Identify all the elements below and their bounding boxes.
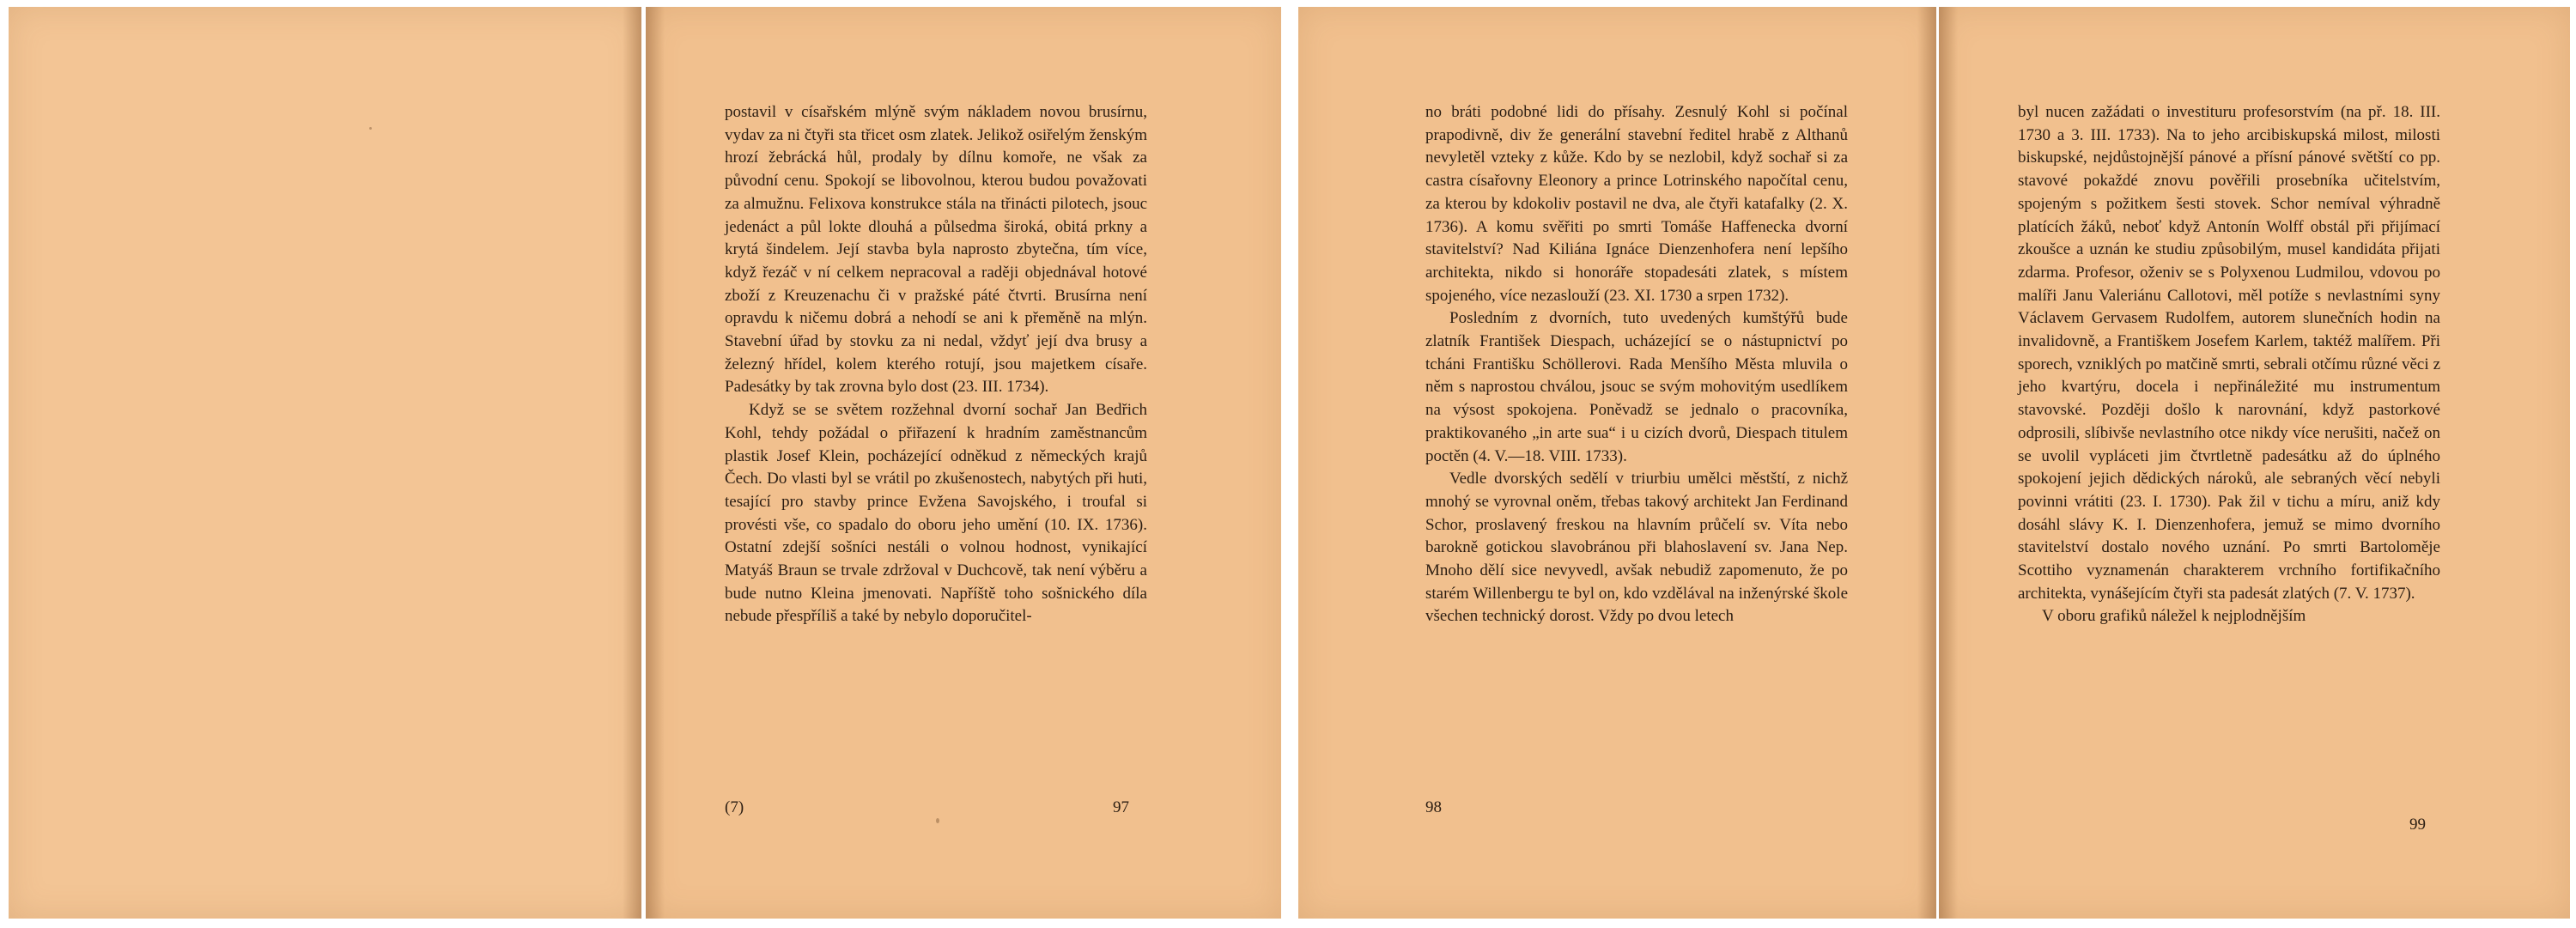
page-number: 97 <box>1113 798 1129 816</box>
paper-speck <box>936 818 939 823</box>
paragraph: Vedle dvorských sedělí v triurbiu umělci městští, z nichž mnohý se vyrovnal oněm, třebas takový architekt Jan Ferdinand Schor, proslavený freskou na hlavním průčelí sv. Víta nebo barokně gotickou slavobránou při blahoslavení sv. Jana Nep. Mnoho dělí sice nevyvedl, avšak nebudiž zapomenuto, že po starém Willenbergu te byl on, kdo vzdělával na inženýrské škole všechen technický dorost. Vždy po dvou letech <box>1425 470 1848 626</box>
paragraph: no bráti podobné lidi do přísahy. Zesnulý Kohl si počínal prapodivně, div že generální stavební ředitel hrabě z Althanů nevyletěl vzteky z kůže. Kdo by se nezlobil, když sochař si za castra císařovny Eleonory a prince Lotrinského napočítal cenu, za kterou by kdokoliv postavil ne dva, ale čtyři katafalky (2. X. 1736). A komu svěřiti po smrti Tomáše Haffenecka dvorní stavitelství? Nad Kiliána Ignáce Dienzenhofera není lepšího architekta, nikdo si honoráře stopadesáti zlatek, s místem spojeného, více nezaslouží (23. XI. 1730 a srpen 1732). <box>1425 103 1848 305</box>
page-number: 98 <box>1425 798 1442 816</box>
folio-signature: (7) <box>725 798 744 816</box>
page-98 <box>1298 7 1936 919</box>
paragraph: Posledním z dvorních, tuto uvedených kumštýřů bude zlatník František Diespach, ucházející se o nástupnictví po tcháni Františku Schöllerovi. Rada Menšího Města mluvila o něm s naprostou chválou, jsouc se svým mohovitým usedlíkem na výsost spokojena. Poněvadž se jednalo o pracovníka, praktikovaného „in arte sua“ i u cizích dvorů, Diespach titulem poctěn (4. V.—18. VIII. 1733). <box>1425 309 1848 465</box>
page-97 <box>646 7 1281 919</box>
gutter-shadow <box>1917 7 1936 919</box>
paper-speck <box>369 127 372 130</box>
gutter-shadow <box>623 7 641 919</box>
page-97-text <box>725 101 1147 628</box>
paragraph: Když se se světem rozžehnal dvorní sochař Jan Bedřich Kohl, tehdy požádal o přiřazení k hradním zaměstnancům plastik Josef Klein, pocházející odněkud z německých krajů Čech. Do vlasti byl se vrátil po zkušenostech, nabytých při huti, tesající pro stavby prince Evžena Savojského, i troufal si provésti vše, co spadalo do oboru jeho umění (10. IX. 1736). Ostatní zdejší sošníci nestáli o volnou hodnost, vynikající Matyáš Braun se trvale zdržoval v Duchcově, tak není výběru a bude nutno Kleina jmenovati. Napříště toho sošnického díla nebude přespříliš a také by nebylo doporučitel- <box>725 401 1147 626</box>
gutter-shadow <box>646 7 665 919</box>
paragraph: byl nucen zažádati o investituru profesorstvím (na př. 18. III. 1730 a 3. III. 1733). Na to jeho arcibiskupská milost, milosti biskupské, nejdůstojnější pánové a přísní pánové světští co pp. stavové pokaždé znovu pověřili prosebníka učitelstvím, spojeným s požitkem šesti stovek. Schor nemíval výhradně platících žáků, neboť když Antonín Wolff obstál při přijímací zkoušce a uznán ke studiu způsobilým, musel kandidáta přijati zdarma. Profesor, oženiv se s Polyxenou Ludmilou, vdovou po malíři Janu Valeriánu Callotovi, měl potíže s nevlastními syny Václavem Gervasem Rudolfem, autorem slunečních hodin na invalidovně, a Františkem Josefem Karlem, taktéž malířem. Při sporech, vzniklých po matčině smrti, sebrali otčímu různé věci z jeho kvartýru, docela i nepřináležité mu instrumentum stavovské. Později došlo k narovnání, když pastorkové odprosili, slíbivše nevlastního otce nikdy více nerušiti, načež on se uvolil vypláceti jim čtvrtletně padesátku až do úplného spokojení jejich dědických nároků, ale sebraných věcí nebyli povinni vrátiti (23. I. 1730). Pak žil v tichu a míru, aniž kdy dosáhl slávy K. I. Dienzenhofera, jemuž se mimo dvorního stavitelství dostalo nového uznání. Po smrti Bartoloměje Scottiho vyznamenán charakterem vrchního fortifikačního architekta, vynášejícím čtyři sta padesát zlatých (7. V. 1737). <box>2018 103 2440 603</box>
paragraph: postavil v císařském mlýně svým nákladem novou brusírnu, vydav za ni čtyři sta třicet osm zlatek. Jelikož osiřelým ženským hrozí žebrácká hůl, prodaly by dílnu komoře, ne však za původní cenu. Spokojí se libovolnou, kterou budou považovati za almužnu. Felixova konstrukce stála na třinácti pilotech, jsouc jedenáct a půl lokte dlouhá a půlsedma široká, obitá prkny a krytá šindelem. Její stavba byla naprosto zbytečna, tím více, když řezáč v ní celkem nepracoval a raději objednával hotové zboží z Kreuzenachu či v pražské páté čtvrti. Brusírna není opravdu k ničemu dobrá a nehodí se ani k přeměně na mlýn. Stavební úřad by stovku za ni nedal, vždyť její dva brusy a železný hřídel, kolem kterého rotují, jsou majetkem císaře. Padesátky by tak zrovna bylo dost (23. III. 1734). <box>725 103 1147 397</box>
page-99-text <box>2018 101 2440 628</box>
paragraph: V oboru grafiků náležel k nejplodnějším <box>2042 607 2306 626</box>
page-98-text <box>1425 101 1848 628</box>
gutter-shadow <box>1939 7 1958 919</box>
page-99 <box>1939 7 2570 919</box>
blank-page <box>9 7 641 919</box>
page-number: 99 <box>2409 816 2426 834</box>
